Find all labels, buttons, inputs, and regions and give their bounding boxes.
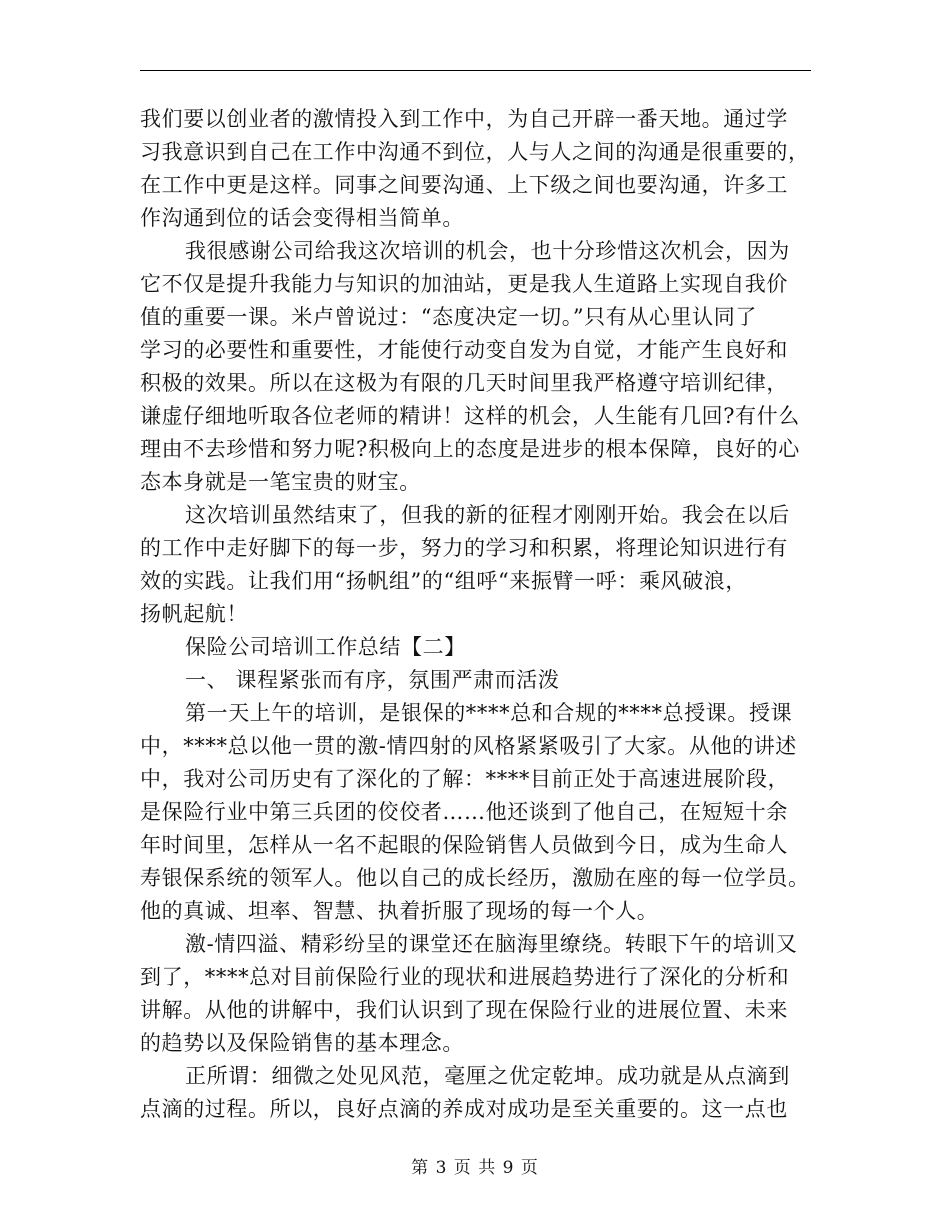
text-line: 一、 课程紧张而有序，氛围严肃而活泼 bbox=[185, 668, 560, 692]
text-line: 点滴的过程。所以，良好点滴的养成对成功是至关重要的。这一点也 bbox=[140, 1097, 788, 1121]
text-line: 中，****总以他一贯的激-情四射的风格紧紧吸引了大家。从他的讲述 bbox=[140, 734, 797, 758]
text-line: 它不仅是提升我能力与知识的加油站，更是我人生道路上实现自我价 bbox=[140, 272, 788, 296]
text-line: 态本身就是一笔宝贵的财宝。 bbox=[140, 470, 421, 494]
text-line: 中，我对公司历史有了深化的了解：****目前正处于高速进展阶段， bbox=[140, 767, 790, 791]
text-line: 谦虚仔细地听取各位老师的精讲！这样的机会，人生能有几回?有什么 bbox=[140, 404, 800, 428]
text-line: 作沟通到位的话会变得相当简单。 bbox=[140, 206, 464, 230]
text-line: 保险公司培训工作总结【二】 bbox=[185, 635, 466, 659]
page-number-label: 第 3 页 共 9 页 bbox=[411, 1158, 539, 1178]
text-line: 的工作中走好脚下的每一步，努力的学习和积累，将理论知识进行有 bbox=[140, 536, 788, 560]
text-line: 值的重要一课。米卢曾说过：“态度决定一切。”只有从心里认同了 bbox=[140, 305, 757, 329]
text-line: 理由不去珍惜和努力呢?积极向上的态度是进步的根本保障，良好的心 bbox=[140, 437, 800, 461]
text-line: 效的实践。让我们用“扬帆组”的“组呼“来振臂一呼：乘风破浪， bbox=[140, 569, 747, 593]
text-line: 年时间里，怎样从一名不起眼的保险销售人员做到今日，成为生命人 bbox=[140, 833, 788, 857]
text-line: 在工作中更是这样。同事之间要沟通、上下级之间也要沟通，许多工 bbox=[140, 173, 788, 197]
text-line: 是保险行业中第三兵团的佼佼者……他还谈到了他自己，在短短十余 bbox=[140, 800, 788, 824]
text-line: 我很感谢公司给我这次培训的机会，也十分珍惜这次机会，因为 bbox=[185, 239, 790, 263]
text-line: 这次培训虽然结束了，但我的新的征程才刚刚开始。我会在以后 bbox=[185, 503, 790, 527]
text-line: 扬帆起航！ bbox=[140, 602, 248, 626]
header-rule bbox=[140, 70, 811, 71]
text-line: 学习的必要性和重要性，才能使行动变自发为自觉，才能产生良好和 bbox=[140, 338, 788, 362]
text-line: 习我意识到自己在工作中沟通不到位，人与人之间的沟通是很重要的， bbox=[140, 140, 810, 164]
text-line: 的趋势以及保险销售的基本理念。 bbox=[140, 1031, 464, 1055]
text-line: 他的真诚、坦率、智慧、执着折服了现场的每一个人。 bbox=[140, 899, 659, 923]
document-body bbox=[140, 103, 811, 1126]
page-footer bbox=[0, 1153, 950, 1178]
text-line: 寿银保系统的领军人。他以自己的成长经历，激励在座的每一位学员。 bbox=[140, 866, 810, 890]
text-line: 激-情四溢、精彩纷呈的课堂还在脑海里缭绕。转眼下午的培训又 bbox=[185, 932, 798, 956]
text-line: 我们要以创业者的激情投入到工作中，为自己开辟一番天地。通过学 bbox=[140, 107, 788, 131]
text-line: 到了，****总对目前保险行业的现状和进展趋势进行了深化的分析和 bbox=[140, 965, 790, 989]
text-line: 积极的效果。所以在这极为有限的几天时间里我严格遵守培训纪律， bbox=[140, 371, 788, 395]
text-line: 第一天上午的培训，是银保的****总和合规的****总授课。授课 bbox=[185, 701, 793, 725]
text-line: 讲解。从他的讲解中，我们认识到了现在保险行业的进展位置、未来 bbox=[140, 998, 788, 1022]
text-line: 正所谓：细微之处见风范，毫厘之优定乾坤。成功就是从点滴到 bbox=[185, 1064, 790, 1088]
